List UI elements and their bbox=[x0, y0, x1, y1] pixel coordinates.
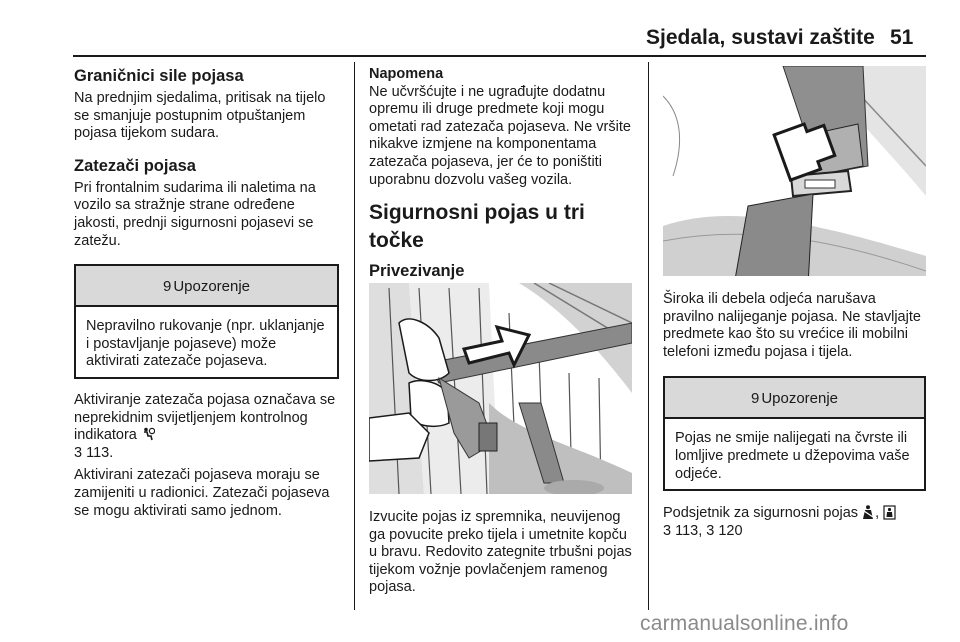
left-column bbox=[74, 66, 342, 520]
column-divider-right bbox=[648, 62, 649, 610]
pretensioners-text: Pri frontalnim sudarima ili naletima na vozilo sa stražnje strane određene jakosti, prednji sigurnosni pojasevi se zatežu. bbox=[74, 179, 316, 249]
force-limiters-text: Na prednjim sjedalima, pritisak na tijelo se smanjuje postupnim otpuštanjem pojasa tijekom sudara. bbox=[74, 90, 326, 142]
note-text: Ne učvršćujte i ne ugrađujte dodatnu opremu ili druge predmete koji mogu ometati rad zatezača pojaseva. Ne vršite nikakve izmjene na komponentama zatezača pojaseva, jer će to poništiti uporabnu dozvolu vašeg vozila. bbox=[369, 83, 631, 188]
section-heading-pretensioners: Zatezači pojasa bbox=[74, 156, 196, 175]
header-rule bbox=[73, 55, 926, 57]
warning-header bbox=[76, 266, 337, 307]
note-title: Napomena bbox=[369, 66, 444, 82]
seatbelt-buckle-illustration bbox=[663, 66, 926, 276]
warning-title: Upozorenje bbox=[761, 390, 839, 408]
seatbelt-reminder-text: Podsjetnik za sigurnosni pojas , 3 113, 3 120 bbox=[663, 505, 928, 540]
page-number: 51 bbox=[890, 26, 914, 49]
middle-column bbox=[369, 66, 637, 285]
activation-page-ref: 3 113. bbox=[74, 444, 114, 461]
warning-text: Nepravilno rukovanje (npr. uklanjanje i postavljanje pojaseve) može aktivirati zatezače pojaseva. bbox=[86, 318, 325, 370]
watermark: carmanualsonline.info bbox=[640, 612, 849, 635]
seatbelt-reminder-page-refs: 3 113, 3 120 bbox=[663, 522, 743, 539]
page-header-title: Sjedala, sustavi zaštite bbox=[646, 26, 875, 49]
column-divider-left bbox=[354, 62, 355, 610]
warning-header bbox=[665, 378, 924, 419]
airbag-indicator-icon bbox=[141, 427, 155, 441]
warning-box-pretensioners bbox=[74, 264, 339, 379]
activation-text-body: Aktiviranje zatezača pojasa označava se neprekidnim svijetljenjem kontrolnog indikatora bbox=[74, 391, 336, 444]
activated-pretensioners-text: Aktivirani zatezači pojaseva moraju se zamijeniti u radionici. Zatezači pojaseva se mogu aktivirati samo jednom. bbox=[74, 467, 330, 519]
right-column bbox=[663, 291, 928, 540]
seatbelt-reminder-label: Podsjetnik za sigurnosni pojas bbox=[663, 505, 859, 522]
fastening-caption-block bbox=[369, 509, 637, 597]
seat-occupancy-icon bbox=[883, 505, 896, 520]
seatbelt-fastening-illustration bbox=[369, 283, 632, 494]
warning-triangle-icon: 9 bbox=[162, 278, 172, 296]
warning-title: Upozorenje bbox=[173, 278, 251, 296]
warning-triangle-icon: 9 bbox=[750, 390, 760, 408]
warning-text: Pojas ne smije nalijegati na čvrste ili lomljive predmete u džepovima vaše odjeće. bbox=[675, 430, 910, 482]
clothing-text: Široka ili debela odjeća narušava pravilno nalijeganje pojasa. Ne stavljajte predmete kao što su vrećice ili mobilni telefoni između pojasa i tijela. bbox=[663, 291, 921, 360]
seatbelt-reminder-icon bbox=[862, 505, 875, 520]
warning-box-pockets bbox=[663, 376, 926, 491]
subheading-fastening: Privezivanje bbox=[369, 262, 465, 281]
fastening-caption: Izvucite pojas iz spremnika, neuvijenog ga povucite preko tijela i umetnite kopču u bravu. Redovito zategnite trbušni pojas tijekom vožnje povlačenjem ramenog pojasa. bbox=[369, 509, 632, 596]
activation-text bbox=[74, 392, 342, 462]
section-heading-force-limiters: Graničnici sile pojasa bbox=[74, 67, 244, 85]
section-heading-three-point-belt: Sigurnosni pojas u tri točke bbox=[369, 201, 585, 253]
